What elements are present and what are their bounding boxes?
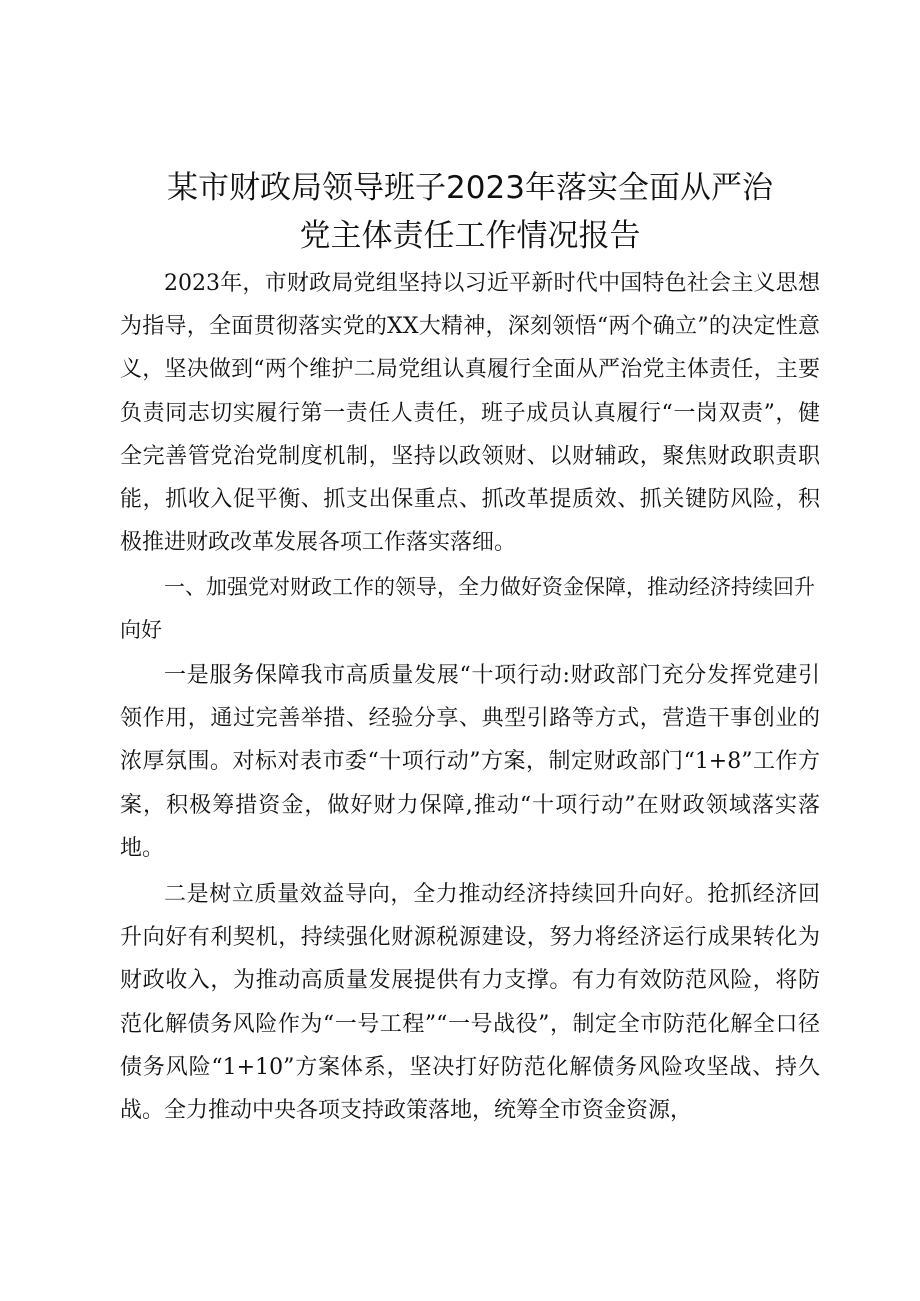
document-title-line-2: 党主体责任工作情况报告 [299, 218, 641, 254]
body-paragraph-1: 一是服务保障我市高质量发展“十项行动:财政部门充分发挥党建引领作用，通过完善举措、经验分享、典型引路等方式，营造干事创业的浓厚氛围。对标对表市委“十项行动”方案，制定财政部门“1+8”工作方案，积极筹措资金，做好财力保障,推动“十项行动”在财政领域落实落地。 [120, 663, 820, 861]
body-paragraph-2: 二是树立质量效益导向，全力推动经济持续回升向好。抢抓经济回升向好有利契机，持续强化财源税源建设，努力将经济运行成果转化为财政收入，为推动高质量发展提供有力支撑。有力有效防范风险，将防范化解债务风险作为“一号工程”“一号战役”，制定全市防范化解全口径债务风险“1+10”方案体系，坚决打好防范化解债务风险攻坚战、持久战。全力推动中央各项支持政策落地，统筹全市资金资源， [120, 882, 820, 1124]
intro-paragraph: 2023年，市财政局党组坚持以习近平新时代中国特色社会主义思想为指导，全面贯彻落实党的XX大精神，深刻领悟“两个确立”的决定性意义，坚决做到“两个维护二局党组认真履行全面从严治党主体责任，主要负责同志切实履行第一责任人责任，班子成员认真履行“一岗双责”，健全完善管党治党制度机制，坚持以政领财、以财辅政，聚焦财政职责职能，抓收入促平衡、抓支出保重点、抓改革提质效、抓关键防风险，积极推进财政改革发展各项工作落实落细。 [120, 271, 820, 556]
document-title-line-1: 某市财政局领导班子2023年落实全面从严治 [167, 170, 773, 206]
section-heading-1: 一、加强党对财政工作的领导，全力做好资金保障，推动经济持续回升向好 [120, 575, 815, 642]
